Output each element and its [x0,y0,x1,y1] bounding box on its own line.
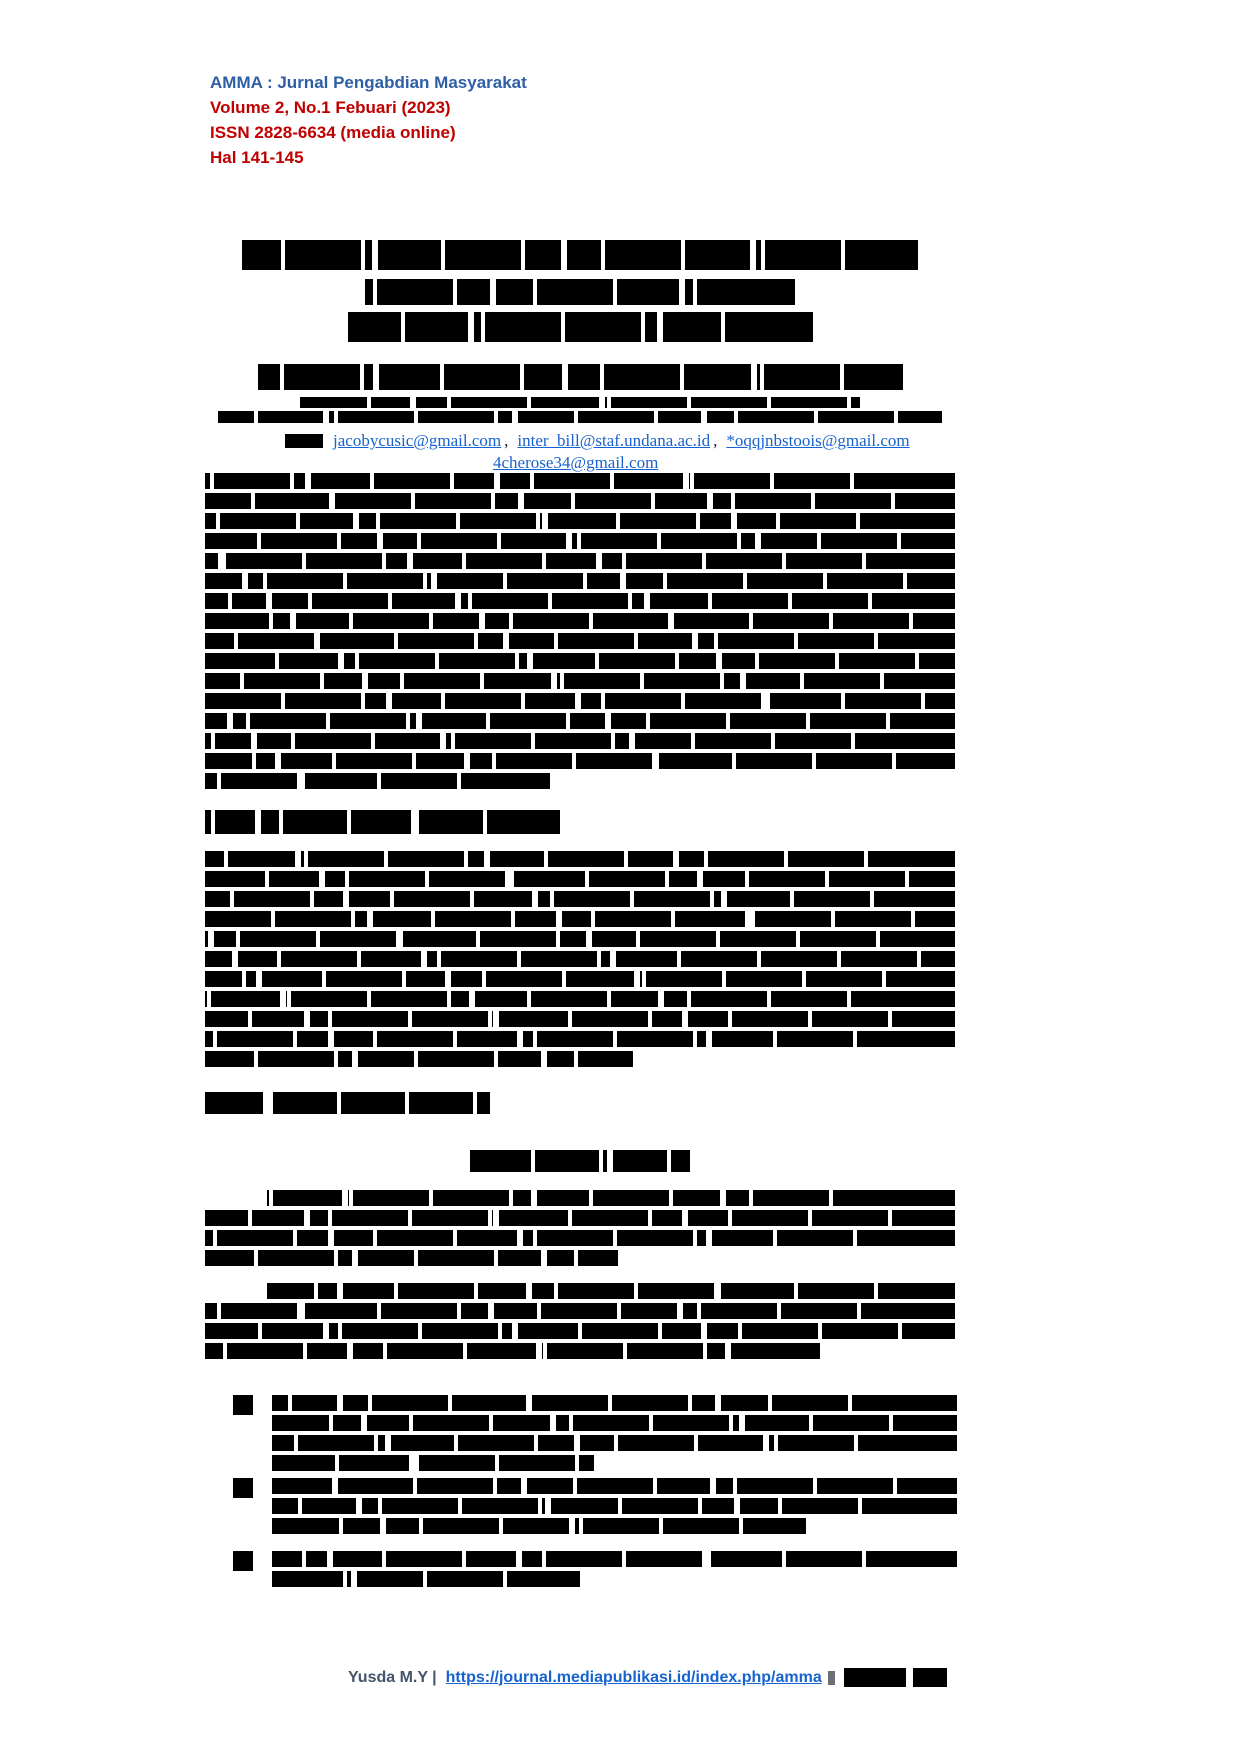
paragraph-2 [205,1283,955,1359]
bullet-item-3 [272,1551,957,1587]
bullet-item-2-redacted-text [272,1498,957,1514]
abstract-1-redacted-text [205,753,955,769]
journal-header [210,70,527,170]
abstract-1-redacted-text [205,513,955,529]
title-line-3-redacted-text [348,312,813,342]
authors-line [205,364,955,390]
email-line-1 [285,431,910,451]
abstract-2-redacted-text [205,891,955,907]
footer-author-label: Yusda M.Y | [348,1668,437,1686]
abstract-1-redacted-text [205,673,955,689]
bullet-item-2-redacted-text [272,1518,806,1534]
square-bullet-icon [233,1551,253,1571]
abstract-2-redacted-text [205,971,955,987]
abstract-1-redacted-text [205,613,955,629]
keywords-2-redacted-text [205,1092,490,1114]
abstract-1-redacted-text [205,553,955,569]
keywords-1 [205,810,560,834]
page-footer [348,1668,947,1687]
title-line-1 [205,240,955,270]
keywords-1-redacted-text [205,810,560,834]
abstract-2-redacted-text [205,931,955,947]
email-link-2[interactable]: inter_bill@staf.undana.ac.id [517,431,711,450]
paragraph-2-redacted-text [205,1343,820,1359]
journal-title: AMMA : Jurnal Pengabdian Masyarakat [210,73,527,92]
bullet-item-1 [272,1395,957,1471]
bullet-item-1-redacted-text [272,1455,594,1471]
journal-issn: ISSN 2828-6634 (media online) [210,123,456,142]
authors-line-redacted-text [258,364,903,390]
affiliation-line-1 [205,397,955,408]
bullet-item-3-redacted-text [272,1571,580,1587]
email-line-2 [493,453,658,473]
title-line-2-redacted-text [365,279,795,305]
square-bullet-icon [233,1478,253,1498]
abstract-1 [205,473,955,789]
abstract-2-redacted-text [205,1051,633,1067]
affiliation-line-2-redacted-text [218,411,942,423]
footer-journal-url[interactable]: https://journal.mediapublikasi.id/index.php/amma [445,1668,822,1686]
abstract-2-redacted-text [205,991,955,1007]
abstract-2-redacted-text [205,1011,955,1027]
affiliation-line-1-redacted-text [300,397,860,408]
abstract-1-redacted-text [205,773,550,789]
abstract-2-redacted-text [205,1031,955,1047]
bullet-item-3-redacted-text [272,1551,957,1567]
title-line-3 [205,312,955,342]
bullet-item-2 [272,1478,957,1534]
abstract-1-redacted-text [205,573,955,589]
abstract-2-redacted-text [205,851,955,867]
title-line-2 [205,279,955,305]
abstract-1-redacted-text [205,493,955,509]
section-heading-redacted-text [470,1150,690,1172]
footer-gray-mark [828,1671,835,1685]
bullet-item-2-redacted-text [272,1478,957,1494]
title-line-1-redacted-text [242,240,918,270]
email-link-1[interactable]: jacobycusic@gmail.com [333,431,502,450]
abstract-1-redacted-text [205,593,955,609]
email-link-3[interactable]: *oqqjnbstoois@gmail.com [726,431,910,450]
abstract-2 [205,851,955,1067]
abstract-1-redacted-text [205,473,955,489]
journal-pages: Hal 141-145 [210,148,304,167]
section-heading [205,1150,955,1172]
paragraph-1 [205,1190,955,1266]
abstract-1-redacted-text [205,633,955,649]
abstract-1-redacted-text [205,733,955,749]
email-separator: , [504,431,509,450]
abstract-2-redacted-text [205,871,955,887]
bullet-item-1-redacted-text [272,1415,957,1431]
journal-volume: Volume 2, No.1 Febuari (2023) [210,98,451,117]
footer-page-redacted [844,1668,906,1687]
abstract-1-redacted-text [205,533,955,549]
paragraph-2-redacted-text [205,1323,955,1339]
paragraph-1-redacted-text [267,1190,955,1206]
keywords-2 [205,1092,490,1114]
paragraph-2-redacted-text [267,1283,955,1299]
email-label-redacted [285,434,323,448]
abstract-2-redacted-text [205,951,955,967]
paragraph-2-redacted-text [205,1303,955,1319]
abstract-1-redacted-text [205,713,955,729]
paragraph-1-redacted-text [205,1250,618,1266]
abstract-1-redacted-text [205,653,955,669]
bullet-item-1-redacted-text [272,1435,957,1451]
affiliation-line-2 [205,411,955,423]
paragraph-1-redacted-text [205,1230,955,1246]
email-link-4[interactable]: 4cherose34@gmail.com [493,453,659,472]
paragraph-1-redacted-text [205,1210,955,1226]
abstract-1-redacted-text [205,693,955,709]
footer-page-redacted [913,1668,947,1687]
email-separator: , [713,431,718,450]
abstract-2-redacted-text [205,911,955,927]
square-bullet-icon [233,1395,253,1415]
bullet-item-1-redacted-text [272,1395,957,1411]
